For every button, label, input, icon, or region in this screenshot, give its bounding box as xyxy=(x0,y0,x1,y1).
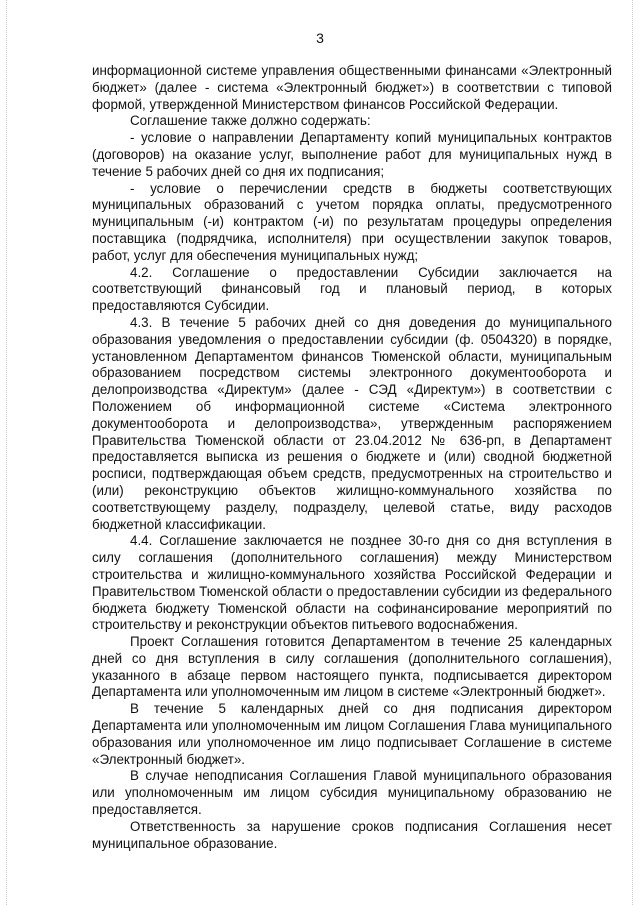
paragraph-continuation: информационной системе управления общественными финансами «Электронный бюджет» (далее - система «Электронный бюджет») в соответствии с типовой формой, утвержденной Министерством финансов Российской Федерации. xyxy=(92,63,612,112)
paragraph-condition-transfer: - условие о перечислении средств в бюджеты соответствующих муниципальных образований с учетом порядка оплаты, предусмотренного муниципальным (-и) контрактом (-и) по результатам процедуры определения поставщика (подрядчика, исполнителя) при осуществлении закупок товаров, работ, услуг для обеспечения муниципальных нужд; xyxy=(92,180,612,263)
paragraph-4-4: 4.4. Соглашение заключается не позднее 30-го дня со дня вступления в силу соглашения (дополнительного соглашения) между Министерством строительства и жилищно-коммунального хозяйства Российской Федерации и Правительством Тюменской области о предоставлении субсидии из федерального бюджета бюджету Тюменской области на софинансирование мероприятий по строительству и реконструкции объектов питьевого водоснабжения. xyxy=(92,533,612,633)
paragraph-non-signing: В случае неподписания Соглашения Главой муниципального образования или уполномоченным им лицом субсидия муниципальному образованию не предоставляется. xyxy=(92,768,612,818)
scan-edge-right xyxy=(632,0,634,905)
paragraph-condition-contracts: - условие о направлении Департаменту копий муниципальных контрактов (договоров) на оказание услуг, выполнение работ для муниципальных нужд в течение 5 рабочих дней со дня их подписания; xyxy=(92,130,612,179)
paragraph-4-2: 4.2. Соглашение о предоставлении Субсидии заключается на соответствующий финансовый год и плановый период, в которых предоставляются Субсидии. xyxy=(92,264,612,314)
paragraph-signing-period: В течение 5 календарных дней со дня подписания директором Департамента или уполномоченным им лицом Соглашения Глава муниципального образования или уполномоченное им лицо подписывает Соглашение в системе «Электронный бюджет». xyxy=(92,701,612,767)
paragraph-4-3: 4.3. В течение 5 рабочих дней со дня доведения до муниципального образования уведомления о предоставлении субсидии (ф. 0504320) в порядке, установленном Департаментом финансов Тюменской области, муниципальным образованием посредством системы электронного документооборота и делопроизводства «Директум» (далее - СЭД «Директум») в соответствии с Положением об информационной системе «Система электронного документооборота и делопроизводства», утвержденным распоряжением Правительства Тюменской области от 23.04.2012 № 636-рп, в Департамент предоставляется выписка из решения о бюджете и (или) сводной бюджетной росписи, подтверждающая объем средств, предусмотренных на строительство и (или) реконструкцию объектов жилищно-коммунального хозяйства по соответствующему разделу, подразделу, целевой статье, виду расходов бюджетной классификации. xyxy=(92,314,612,532)
document-body xyxy=(92,63,612,852)
scan-edge-left xyxy=(6,0,8,905)
paragraph-draft-agreement: Проект Соглашения готовится Департаментом в течение 25 календарных дней со дня вступления в силу соглашения (дополнительного соглашения), указанного в абзаце первом настоящего пункта, подписывается директором Департамента или уполномоченным им лицом в системе «Электронный бюджет». xyxy=(92,634,612,700)
paragraph-agreement-contents: Соглашение также должно содержать: xyxy=(130,113,371,129)
page-number: 3 xyxy=(316,30,324,46)
paragraph-responsibility: Ответственность за нарушение сроков подписания Соглашения несет муниципальное образование. xyxy=(92,818,612,851)
